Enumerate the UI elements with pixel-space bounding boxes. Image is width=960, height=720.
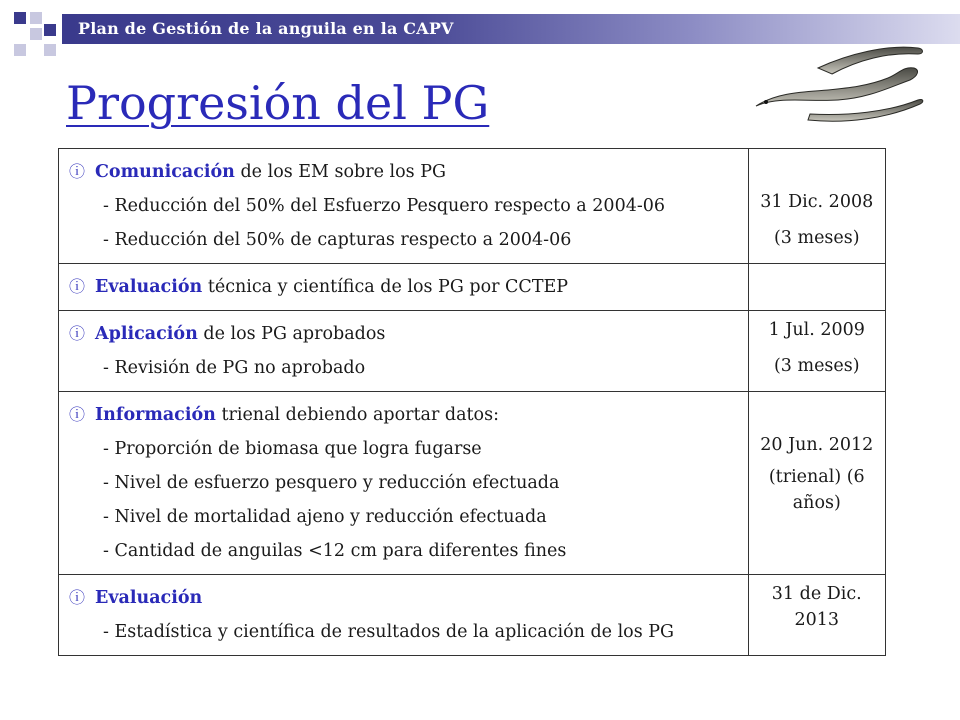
row-date	[748, 392, 885, 575]
row-keyword: Evaluación	[95, 588, 203, 608]
row-heading-text: de los PG aprobados	[197, 324, 386, 344]
header-title: Plan de Gestión de la anguila en la CAPV	[78, 19, 454, 38]
row-date	[748, 149, 885, 264]
row-heading	[69, 581, 740, 615]
eel-illustration-icon	[748, 40, 926, 130]
row-subitem: - Cantidad de anguilas <12 cm para diferentes fines	[103, 541, 567, 561]
row-subitem: - Nivel de esfuerzo pesquero y reducción efectuada	[103, 473, 560, 493]
row-subitem: - Estadística y científica de resultados de la aplicación de los PG	[103, 622, 675, 642]
table-row	[59, 392, 886, 575]
row-heading	[69, 317, 740, 351]
decor-square	[30, 12, 42, 24]
row-subitem: - Reducción del 50% de capturas respecto a 2004-06	[103, 230, 572, 250]
row-date-note: (3 meses)	[773, 228, 860, 248]
row-subitem: - Revisión de PG no aprobado	[103, 358, 366, 378]
info-circle-icon: ⓘ	[69, 405, 86, 424]
row-date-main: 31 Dic. 2008	[760, 192, 874, 212]
row-heading	[69, 398, 740, 432]
row-description	[59, 575, 749, 656]
row-date	[748, 575, 885, 656]
info-circle-icon: ⓘ	[69, 277, 86, 296]
table-row	[59, 311, 886, 392]
table-row	[59, 575, 886, 656]
row-date	[748, 311, 885, 392]
row-heading-text: técnica y científica de los PG por CCTEP	[202, 277, 569, 297]
row-subitem: - Reducción del 50% del Esfuerzo Pesquero respecto a 2004-06	[103, 196, 666, 216]
row-description	[59, 311, 749, 392]
row-heading	[69, 155, 740, 189]
row-description	[59, 264, 749, 311]
row-date-main: 20 Jun. 2012	[760, 435, 874, 455]
row-subitem: - Nivel de mortalidad ajeno y reducción efectuada	[103, 507, 547, 527]
row-date-note: (trienal) (6 años)	[768, 467, 865, 513]
row-description	[59, 149, 749, 264]
row-heading-text: de los EM sobre los PG	[234, 162, 446, 182]
row-subitem: - Proporción de biomasa que logra fugarse	[103, 439, 482, 459]
row-description	[59, 392, 749, 575]
info-circle-icon: ⓘ	[69, 162, 86, 181]
row-date-main: 31 de Dic. 2013	[771, 584, 862, 630]
row-date	[748, 264, 885, 311]
info-circle-icon: ⓘ	[69, 324, 86, 343]
decor-square	[30, 28, 42, 40]
row-date-note: (3 meses)	[773, 356, 860, 376]
row-keyword: Aplicación	[95, 324, 198, 344]
row-keyword: Comunicación	[95, 162, 235, 182]
page-title: Progresión del PG	[66, 76, 490, 130]
row-keyword: Evaluación	[95, 277, 203, 297]
row-heading	[69, 270, 740, 304]
decor-square	[44, 44, 56, 56]
table-row	[59, 264, 886, 311]
decor-square	[14, 12, 26, 24]
table-row	[59, 149, 886, 264]
decor-square	[14, 44, 26, 56]
info-circle-icon: ⓘ	[69, 588, 86, 607]
row-heading-text: trienal debiendo aportar datos:	[215, 405, 499, 425]
table-body	[59, 149, 886, 656]
progress-table	[58, 148, 886, 656]
decor-square	[44, 24, 56, 36]
row-keyword: Información	[95, 405, 216, 425]
row-date-main: 1 Jul. 2009	[768, 320, 865, 340]
